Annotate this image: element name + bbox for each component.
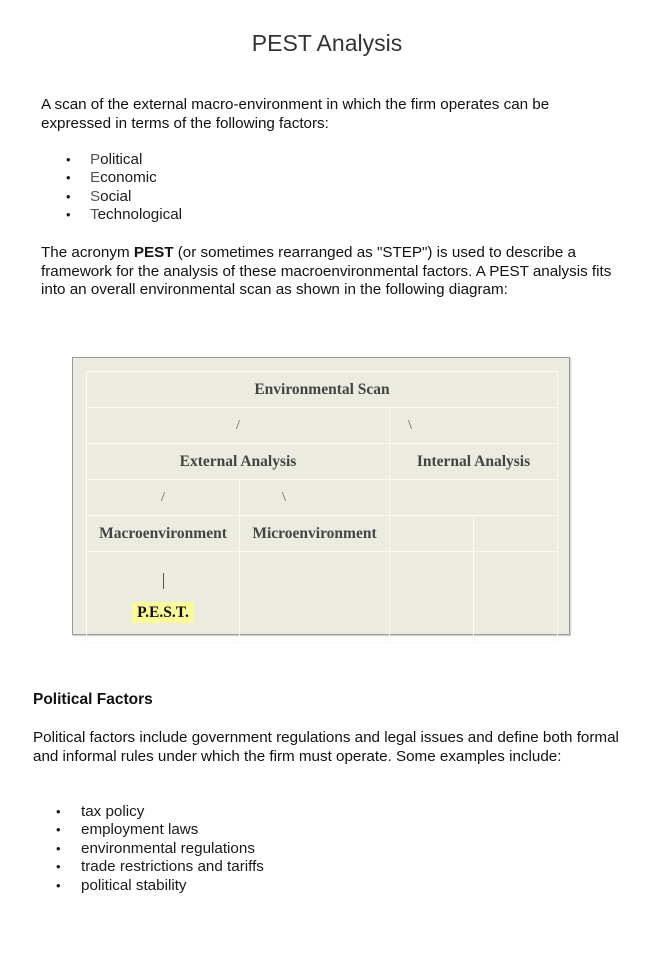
factor-initial: T <box>90 206 98 224</box>
empty-cell <box>240 552 390 643</box>
factor-initial: S <box>90 187 101 205</box>
empty-cell <box>390 480 558 516</box>
intro-paragraph: A scan of the external macro-environment in which the firm operates can be expressed in terms of the following factors: <box>41 96 550 132</box>
factor-item-social <box>64 188 182 206</box>
node-pest: P.E.S.T. <box>132 602 194 623</box>
factor-item-technological <box>64 206 182 224</box>
empty-cell <box>390 516 474 552</box>
factor-rest: olitical <box>100 151 143 168</box>
connector-micro: \ <box>240 480 390 516</box>
factor-initial: E <box>90 169 101 187</box>
pest-cell <box>87 552 240 643</box>
diagram-table <box>86 371 558 643</box>
list-item: • employment laws <box>54 821 264 839</box>
political-paragraph: Political factors include government regulations and legal issues and define both formal and informal rules under which the firm must operate. Some examples include: <box>33 729 619 765</box>
factor-rest: conomic <box>100 169 157 187</box>
factor-list <box>64 151 182 225</box>
list-item: • environmental regulations <box>54 840 264 858</box>
vertical-connector <box>163 573 164 589</box>
acronym-text-before: The acronym <box>41 244 134 261</box>
acronym-paragraph <box>41 244 631 300</box>
political-examples-list <box>54 803 264 895</box>
connector-macro: / <box>87 480 240 516</box>
factor-item-political <box>64 151 182 169</box>
empty-cell <box>474 516 558 552</box>
list-item: • trade restrictions and tariffs <box>54 858 264 876</box>
environmental-scan-diagram <box>72 357 570 635</box>
list-item: • political stability <box>54 877 264 895</box>
list-item: • tax policy <box>54 803 264 821</box>
node-environmental-scan: Environmental Scan <box>87 372 558 408</box>
factor-rest: ocial <box>100 187 132 205</box>
acronym-bold: PEST <box>133 244 174 261</box>
node-macroenvironment: Macroenvironment <box>87 516 240 552</box>
factor-initial: P <box>90 151 101 168</box>
acronym-text-after: (or sometimes rearranged as "STEP") is used to describe a framework for the analysis of these macroenvironmental factors. A PEST analysis fits into an overall environmental scan as shown in the following diagram: <box>41 244 612 299</box>
page-title: PEST Analysis <box>251 30 403 56</box>
node-internal-analysis: Internal Analysis <box>390 444 558 480</box>
political-factors-heading: Political Factors <box>33 691 153 708</box>
factor-item-economic <box>64 169 182 187</box>
factor-rest: echnological <box>97 206 183 224</box>
empty-cell <box>390 552 474 643</box>
node-microenvironment: Microenvironment <box>240 516 390 552</box>
connector-right: \ <box>390 408 558 444</box>
empty-cell <box>474 552 558 643</box>
node-external-analysis: External Analysis <box>87 444 390 480</box>
connector-left: / <box>87 408 390 444</box>
